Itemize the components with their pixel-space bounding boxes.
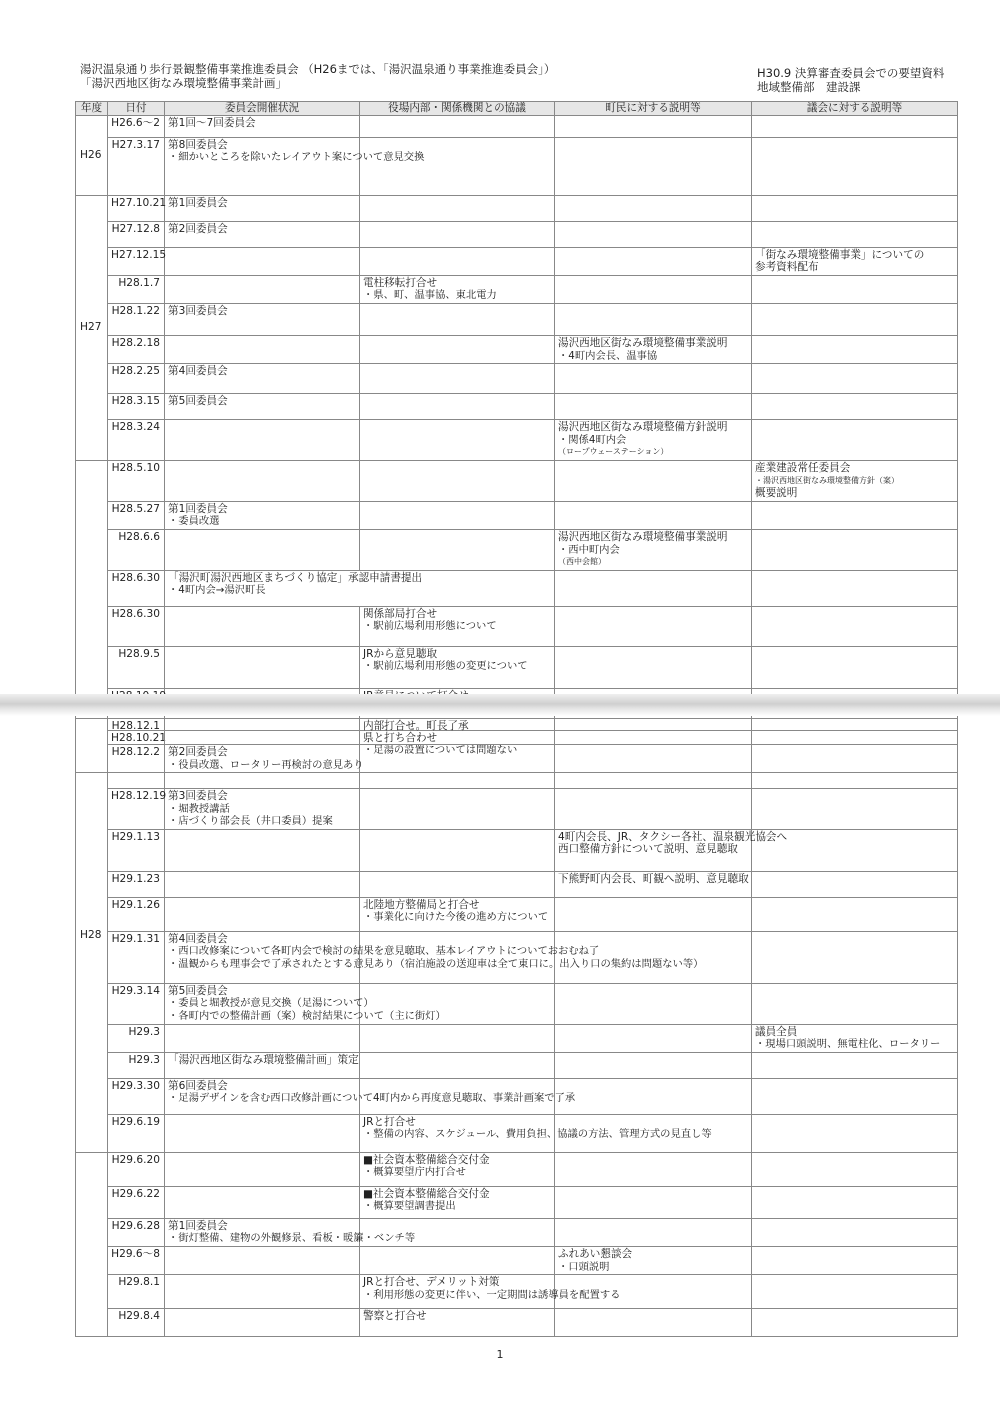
cell-residents [555,646,752,688]
cell-date: H28.9.5 [108,646,165,688]
cell-line: ・口頭説明 [558,1260,610,1273]
cell-date: H28.3.15 [108,394,165,420]
cell-committee [165,1152,360,1186]
cell-line: 第5回委員会 [168,984,228,997]
cell-residents [555,195,752,221]
cell-date: H28.1.22 [108,303,165,335]
cell-committee [165,1309,360,1337]
cell-line: ・4町内会→湯沢町長 [168,584,266,597]
cell-residents [555,1218,752,1246]
cell-line: 県と打ち合わせ [363,731,438,744]
cell-date: H27.12.8 [108,221,165,247]
cell-committee [165,460,360,501]
document-header-right [757,66,944,94]
cell-date: H28.6.30 [108,570,165,606]
cell-internal [360,1024,555,1052]
table-row [76,1152,958,1186]
table-row [76,1078,958,1114]
cell-residents [555,719,752,745]
cell-internal [360,1275,621,1309]
cell-line: ・役員改選、ロータリー再検討の意見あり [168,758,364,771]
cell-internal [360,719,555,745]
cell-internal [360,501,555,529]
cell-committee [165,137,425,195]
cell-line: 第8回委員会 [168,138,228,151]
cell-assembly [752,529,958,570]
cell-assembly [752,1275,958,1309]
cell-line: 第5回委員会 [168,395,228,408]
cell-line: JRと打合せ、デメリット対策 [363,1276,500,1289]
cell-internal [360,789,555,830]
cell-line: 第1回委員会 [168,196,228,209]
cell-date: H29.3 [108,1024,165,1052]
cell-assembly [752,745,958,789]
cell-line: 湯沢西地区街なみ環境整備事業説明 [558,530,728,543]
cell-assembly [752,247,958,275]
cell-assembly [752,115,958,137]
table-row [76,303,958,335]
schedule-table-part-2 [75,718,958,1337]
cell-line: ・堀教授講話 [168,802,230,815]
cell-line: 第4回委員会 [168,932,228,945]
cell-line: 「街なみ環境整備事業」についての [755,248,925,261]
cell-line: 「湯沢西地区街なみ環境整備計画」策定 [168,1053,359,1066]
cell-committee [165,275,360,303]
cell-internal [360,606,555,646]
cell-date: H29.1.13 [108,829,165,871]
cell-line: 第1回委員会 [168,502,228,515]
cell-committee [165,1078,576,1114]
cell-committee [165,221,360,247]
cell-assembly [752,335,958,363]
cell-assembly [752,1246,958,1274]
cell-committee [165,1275,360,1309]
cell-residents [555,1186,752,1218]
table-row [76,1114,958,1152]
table-body-part-2 [76,719,958,1337]
cell-line: 第3回委員会 [168,790,228,802]
cell-line: （西中会館） [558,557,606,567]
cell-internal [360,115,555,137]
cell-line: ・整備の内容、スケジュール、費用負担、協議の方法、管理方式の見直し等 [363,1128,712,1141]
cell-assembly [752,1186,958,1218]
cell-line: 湯沢西地区街なみ環境整備方針説明 [558,421,728,434]
cell-committee [165,983,446,1024]
cell-assembly [752,646,958,688]
cell-date: H29.1.23 [108,871,165,897]
cell-line: ・現場口頭説明、無電柱化、ロータリー [755,1038,941,1051]
cell-assembly [752,303,958,335]
document-title: 湯沢温泉通り歩行景観整備事業推進委員会 （H26までは、「湯沢温泉通り事業推進委員会」） [80,62,556,76]
cell-internal [360,247,555,275]
cell-date: H29.6.22 [108,1186,165,1218]
table-row [76,606,958,646]
table-row [76,1024,958,1052]
fiscal-year-cell: H27 [76,195,108,460]
cell-residents [555,1152,752,1186]
cell-line: 議員全員 [755,1025,798,1038]
cell-assembly [752,137,958,195]
cell-date: H27.3.17 [108,137,165,195]
cell-line: 電柱移転打合せ [363,276,438,289]
table-row [76,221,958,247]
cell-line: 第3回委員会 [168,304,228,317]
cell-committee [165,745,364,789]
cell-committee [165,871,360,897]
cell-residents [555,1246,752,1274]
table-row [76,570,958,606]
cell-line: 内部打合せ。町長了承 [363,720,469,732]
table-row [76,1246,958,1274]
document-header-left [80,62,555,90]
cell-assembly [752,1052,958,1078]
cell-committee [165,646,360,688]
cell-residents [555,460,752,501]
table-row [76,1275,958,1309]
cell-committee [165,829,360,871]
cell-line: ・温観からも理事会で了承されたとする意見あり（宿泊施設の送迎車は全て東口に。出入り口の集約は問題ない等） [168,957,704,970]
cell-residents [555,1024,752,1052]
cell-line: ・委員改選 [168,515,220,528]
cell-internal [360,1246,555,1274]
document-department: 地域整備部 建設課 [757,80,861,94]
cell-assembly [752,606,958,646]
table-row [76,1218,958,1246]
cell-date: H29.1.26 [108,897,165,931]
cell-committee [165,789,360,830]
page-number: 1 [496,1348,504,1361]
cell-assembly [752,1114,958,1152]
document-subtitle: 「湯沢西地区街なみ環境整備事業計画」 [80,76,287,90]
cell-assembly [752,501,958,529]
cell-residents [555,1309,752,1337]
cell-residents [555,115,752,137]
cell-assembly [752,364,958,394]
cell-line: ・各町内での整備計画（案）検討結果について（主に街灯） [168,1009,446,1022]
cell-line: ・県、町、温事協、東北電力 [363,289,497,302]
cell-date: H29.6～8 [108,1246,165,1274]
cell-residents [555,829,788,871]
cell-date: H28.3.24 [108,420,165,461]
cell-internal [360,394,555,420]
cell-committee [165,606,360,646]
cell-line: 第1回～7回委員会 [168,116,256,129]
cell-residents [555,570,752,606]
cell-residents [555,745,752,789]
cell-date: H29.3 [108,1052,165,1078]
cell-line: 下熊野町内会長、町観へ説明、意見聴取 [558,872,749,885]
cell-residents [555,137,752,195]
cell-date: H28.12.2 [108,745,165,789]
cell-line: ・概算要望調書提出 [363,1200,456,1213]
cell-line: ・西中町内会 [558,543,620,556]
cell-internal [360,897,555,931]
cell-line: 西口整備方針について説明、意見聴取 [558,843,738,856]
cell-committee [165,420,360,461]
table-row [76,897,958,931]
cell-line: 第4回委員会 [168,365,228,378]
cell-line: ・街灯整備、建物の外観修景、看板・暖簾・ベンチ等 [168,1232,416,1245]
document-purpose: H30.9 決算審査委員会での要望資料 [757,66,945,80]
cell-internal [360,460,555,501]
table-row [76,1052,958,1078]
cell-assembly [752,394,958,420]
cell-line: ・西口改修案について各町内会で検討の結果を意見聴取、基本レイアウトについておおむね了 [168,945,600,958]
cell-internal [360,137,555,195]
cell-assembly [752,420,958,461]
cell-line: ・4町内会長、温事協 [558,349,658,362]
cell-assembly [752,871,958,897]
cell-assembly [752,1152,958,1186]
cell-line: JRと打合せ [363,1115,416,1128]
column-header-residents: 町民に対する説明等 [555,102,752,116]
cell-committee [165,501,360,529]
cell-date: H27.10.21 [108,195,165,221]
cell-assembly [752,1078,958,1114]
table-row [76,529,958,570]
cell-line: ふれあい懇談会 [558,1247,633,1260]
cell-date: H28.5.27 [108,501,165,529]
cell-assembly [752,275,958,303]
cell-line: 参考資料配布 [755,261,819,274]
table-row [76,137,958,195]
cell-committee [165,195,360,221]
cell-residents [555,789,752,830]
cell-internal [360,221,555,247]
cell-residents [555,606,752,646]
cell-line: 第2回委員会 [168,222,228,235]
cell-residents [555,394,752,420]
cell-assembly [752,983,958,1024]
cell-assembly [752,195,958,221]
cell-date: H29.1.31 [108,931,165,983]
cell-date: H29.3.30 [108,1078,165,1114]
cell-residents [555,221,752,247]
cell-date: H29.6.19 [108,1114,165,1152]
table-row [76,1309,958,1337]
table-row [76,275,958,303]
cell-line: ・委員と堀教授が意見交換（足湯について） [168,997,374,1010]
cell-committee [165,931,704,983]
cell-residents [555,303,752,335]
cell-internal [360,275,555,303]
cell-assembly [752,1218,958,1246]
cell-internal [360,195,555,221]
cell-committee [165,115,360,137]
cell-committee [165,1024,360,1052]
cell-committee [165,1186,360,1218]
cell-committee [165,1246,360,1274]
table-row [76,983,958,1024]
cell-line: 概要説明 [755,487,798,500]
cell-date: H28.10.21 [108,730,165,772]
cell-line: 警察と打合せ [363,1310,427,1323]
cell-assembly [752,931,958,983]
cell-committee [165,247,360,275]
cell-date: H28.12.19 [108,789,165,830]
cell-internal [360,871,555,897]
table-row [76,829,958,871]
table-header-row [76,102,958,116]
column-header-committee: 委員会開催状況 [165,102,360,116]
table-row [76,719,958,745]
cell-internal [360,745,555,789]
cell-assembly [752,897,958,931]
cell-line: ・駅前広場利用形態について [363,620,497,633]
cell-date: H29.6.28 [108,1218,165,1246]
cell-assembly [752,221,958,247]
cell-internal [360,364,555,394]
cell-line: 「湯沢町湯沢西地区まちづくり協定」承認申請書提出 [168,571,423,584]
cell-residents [555,420,752,461]
cell-line: ・概算要望庁内打合せ [363,1166,466,1179]
table-row [76,1186,958,1218]
cell-line: ・細かいところを除いたレイアウト案について意見交換 [168,151,425,164]
cell-line: 湯沢西地区街なみ環境整備事業説明 [558,336,728,349]
schedule-table-part-1 [75,101,958,773]
table-row [76,789,958,830]
table-row [76,931,958,983]
cell-committee [165,364,360,394]
table-row [76,745,958,789]
cell-date: H28.6.6 [108,529,165,570]
cell-date: H29.6.20 [108,1152,165,1186]
column-header-year: 年度 [76,102,108,116]
cell-line: 第2回委員会 [168,746,228,758]
cell-assembly [752,1024,958,1052]
cell-assembly [752,719,958,745]
cell-line: ・店づくり部会長（井口委員）提案 [168,815,333,828]
cell-line: ■社会資本整備総合交付金 [363,1153,490,1166]
cell-residents [555,364,752,394]
cell-assembly [752,460,958,501]
cell-internal [360,1309,555,1337]
cell-residents [555,275,752,303]
column-header-internal: 役場内部・関係機関との協議 [360,102,555,116]
cell-assembly [752,789,958,830]
cell-internal [360,1186,555,1218]
cell-residents [555,871,752,897]
table-row [76,501,958,529]
cell-committee [165,1114,360,1152]
cell-line: JRから意見聴取 [363,647,438,660]
table-row [76,871,958,897]
fiscal-year-cell: H28 [76,719,108,1153]
cell-committee [165,394,360,420]
cell-residents [555,501,752,529]
table-row [76,646,958,688]
table-row [76,115,958,137]
cell-committee [165,897,360,931]
cell-committee [165,570,555,606]
page-fold-divider [0,694,1000,716]
cell-line: ・足湯デザインを含む西口改修計画について4町内から再度意見聴取、事業計画案で了承 [168,1092,576,1105]
table-row [76,460,958,501]
cell-residents [555,247,752,275]
cell-line: 関係部局打合せ [363,607,438,620]
fiscal-year-cell: H26 [76,115,108,195]
cell-internal [360,420,555,461]
cell-internal [360,1152,555,1186]
cell-line: 北陸地方整備局と打合せ [363,898,480,911]
cell-line: 第1回委員会 [168,1219,228,1232]
cell-line: ・駅前広場利用形態の変更について [363,660,528,673]
cell-internal [360,335,555,363]
cell-date: H29.8.1 [108,1275,165,1309]
cell-committee [165,1052,360,1078]
cell-date: H26.6～2 [108,115,165,137]
table-row [76,364,958,394]
cell-residents [555,1078,752,1114]
cell-date: H28.5.10 [108,460,165,501]
cell-residents [555,529,752,570]
cell-internal [360,829,555,871]
cell-assembly [752,1309,958,1337]
cell-line: ・事業化に向けた今後の進め方について [363,911,549,924]
cell-residents [555,897,752,931]
cell-line: ■社会資本整備総合交付金 [363,1187,490,1200]
cell-date: H28.1.7 [108,275,165,303]
cell-line: ・湯沢西地区街なみ環境整備方針（案） [755,475,899,485]
cell-line: 産業建設常任委員会 [755,461,851,474]
cell-line: （ロープウェーステーション） [558,447,669,457]
table-body-part-1 [76,115,958,772]
column-header-date: 日付 [108,102,165,116]
cell-committee [165,1218,416,1246]
cell-line: 第6回委員会 [168,1079,228,1092]
table-row [76,394,958,420]
cell-date: H27.12.15 [108,247,165,275]
cell-date: H28.6.30 [108,606,165,646]
cell-date: H28.2.25 [108,364,165,394]
cell-residents [555,983,752,1024]
cell-assembly [752,570,958,606]
cell-date: H29.8.4 [108,1309,165,1337]
cell-date: H29.3.14 [108,983,165,1024]
cell-line: ・利用形態の変更に伴い、一定期間は誘導員を配置する [363,1288,621,1301]
table-row [76,247,958,275]
cell-internal [360,1052,555,1078]
table-row [76,420,958,461]
cell-line: ・関係4町内会 [558,433,627,446]
cell-internal [360,646,555,688]
table-row [76,335,958,363]
cell-committee [165,529,360,570]
cell-date: H28.2.18 [108,335,165,363]
cell-internal [360,529,555,570]
cell-date: H28.12.1 [108,719,165,745]
cell-committee [165,335,360,363]
cell-line: ・足湯の設置については問題ない [363,744,518,757]
cell-residents [555,1052,752,1078]
cell-residents [555,335,752,363]
column-header-assembly: 議会に対する説明等 [752,102,958,116]
fiscal-year-cell [76,1152,108,1336]
cell-committee [165,303,360,335]
cell-line: 4町内会長、JR、タクシー各社、温泉観光協会へ [558,830,788,843]
cell-internal [360,1114,712,1152]
cell-committee [165,719,360,745]
cell-internal [360,303,555,335]
table-row [76,195,958,221]
